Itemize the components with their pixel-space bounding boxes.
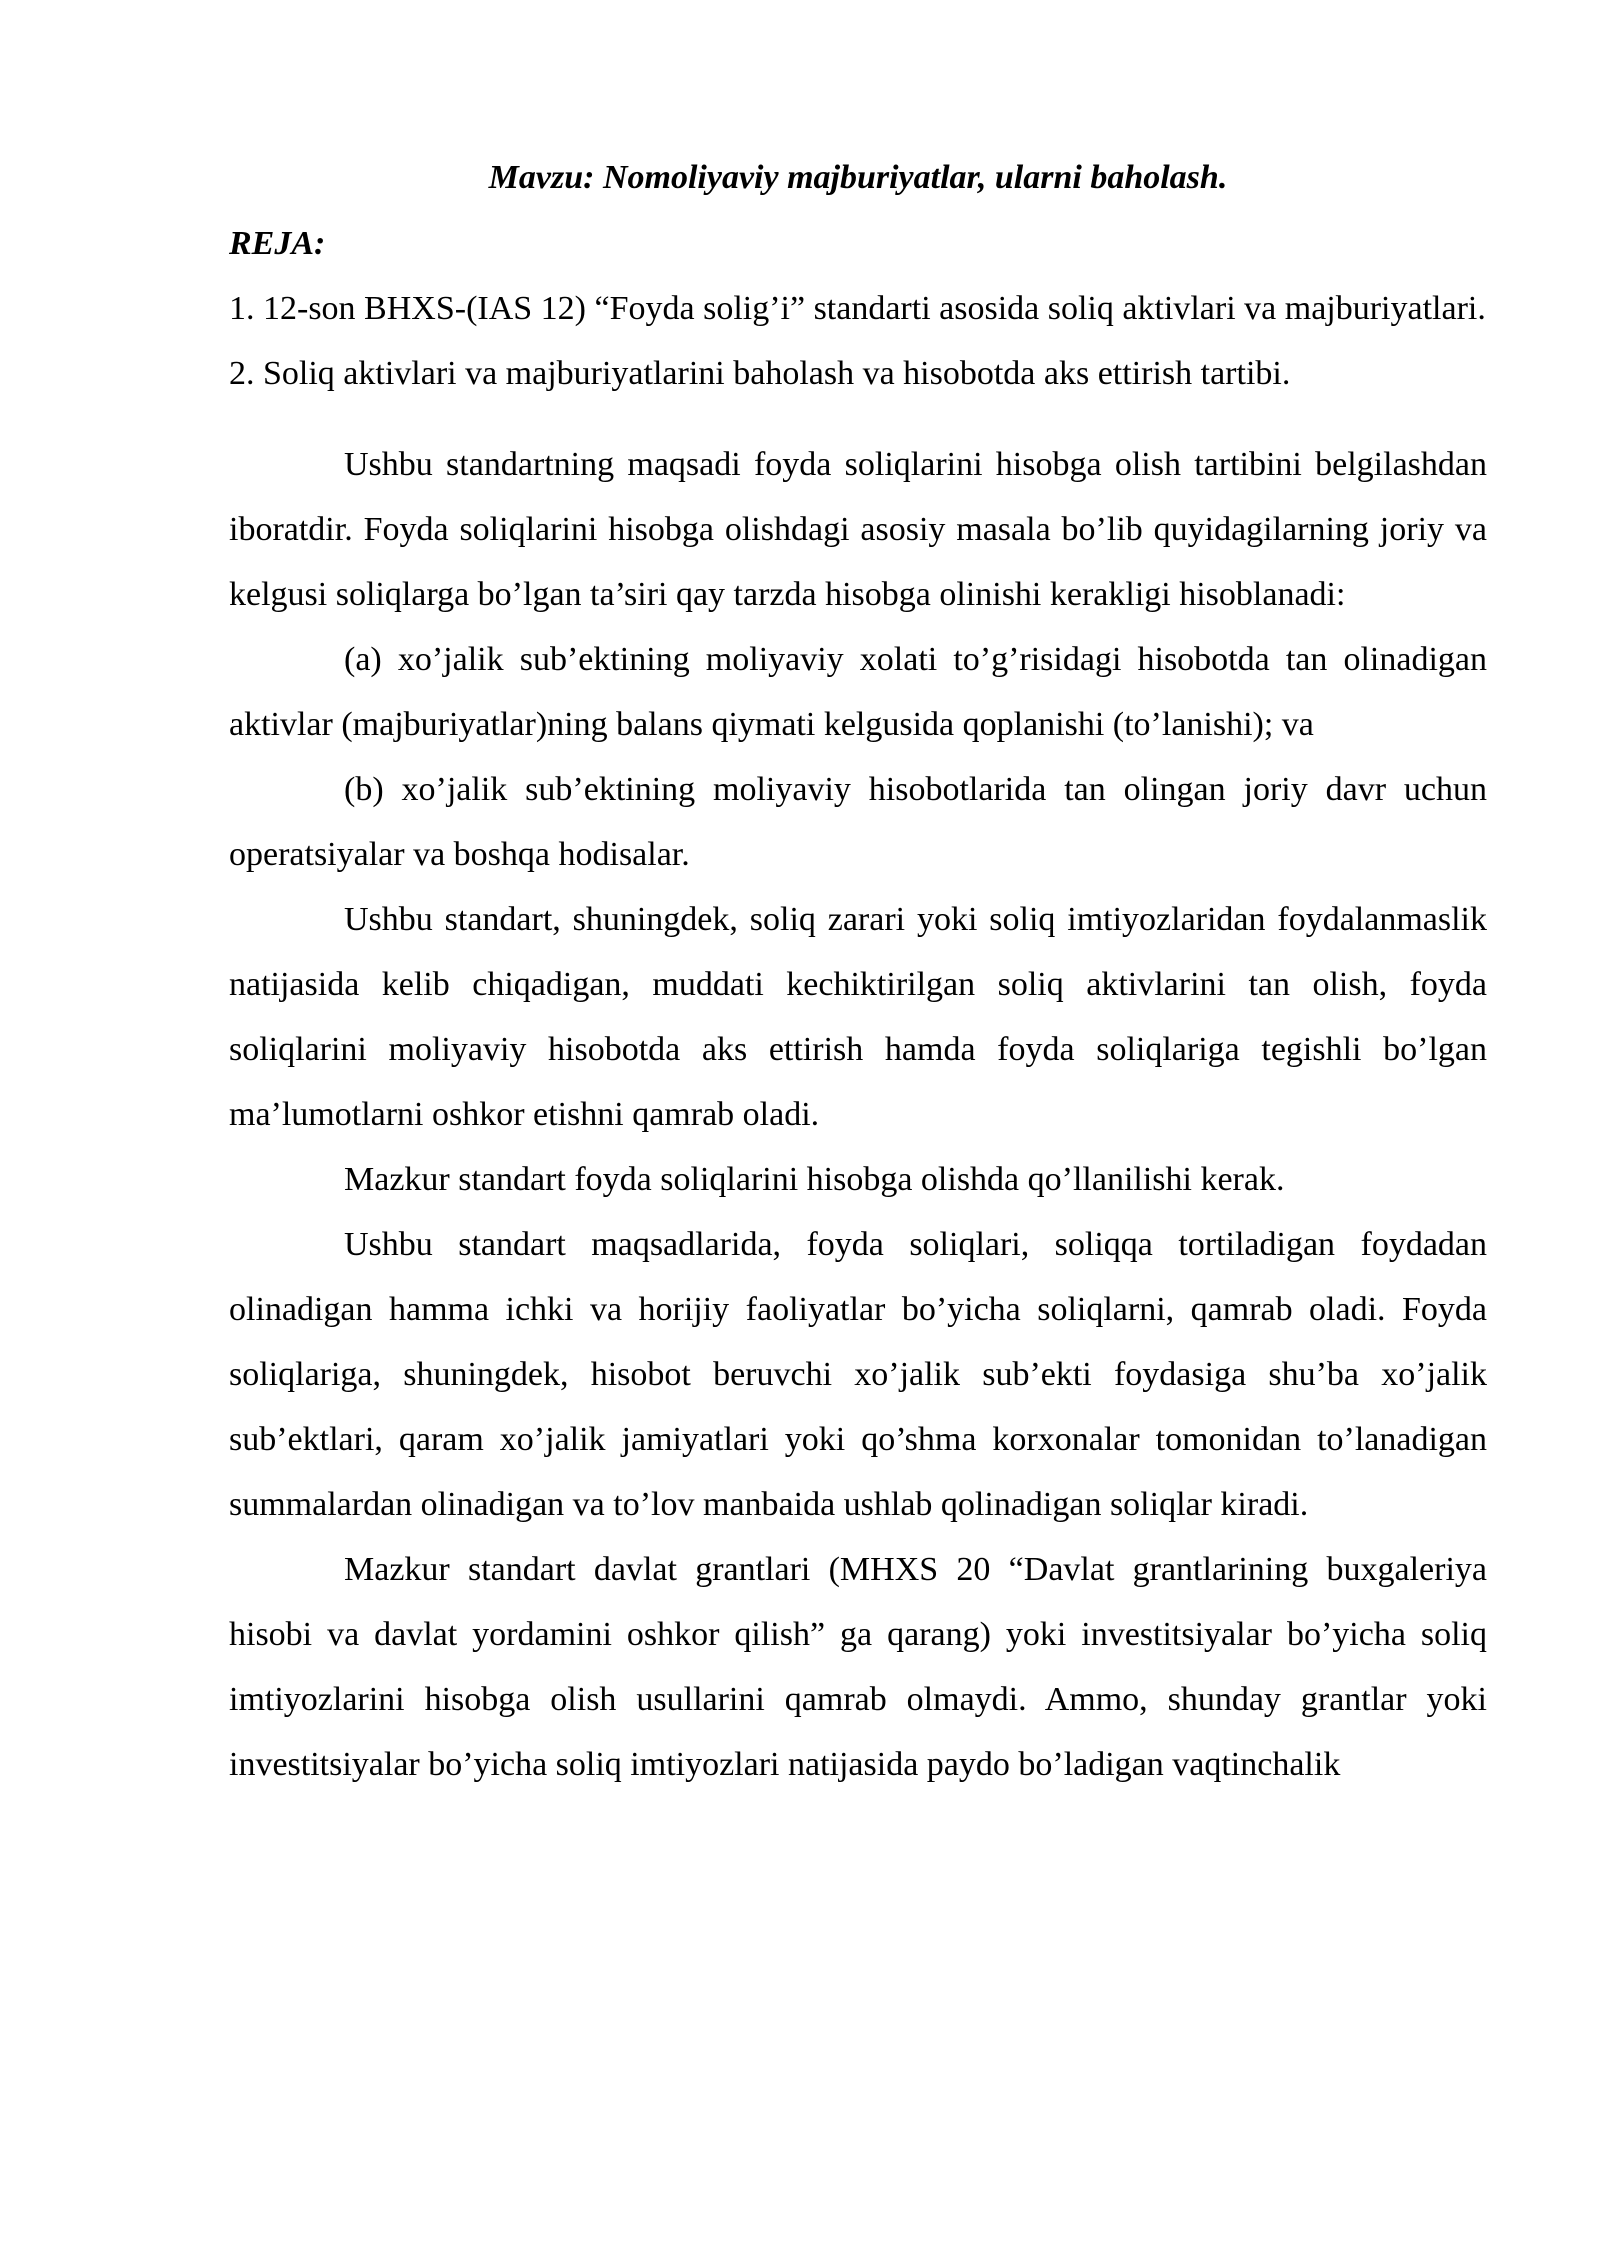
plan-item-1: 1. 12-son BHXS-(IAS 12) “Foyda solig’i” standarti asosida soliq aktivlari va majburiyatlari. <box>229 290 1486 327</box>
paragraph-purpose: Ushbu standartning maqsadi foyda soliqlarini hisobga olish tartibini belgilashdan iboratdir. Foyda soliqlarini hisobga olishdagi asosiy masala bo’lib quyidagilarning joriy va kelgusi soliqlarga bo’lgan ta’siri qay tarzda hisobga olinishi kerakligi hisoblanadi: <box>229 446 1487 613</box>
paragraph-scope: Ushbu standart, shuningdek, soliq zarari yoki soliq imtiyozlaridan foydalanmaslik natijasida kelib chiqadigan, muddati kechiktirilgan soliq aktivlarini tan olish, foyda soliqlarini moliyaviy hisobotda aks ettirish hamda foyda soliqlariga tegishli bo’lgan ma’lumotlarni oshkor etishni qamrab oladi. <box>229 901 1487 1133</box>
section-gap <box>229 406 1487 432</box>
document-title: Mavzu: Nomoliyaviy majburiyatlar, ularni baholash. <box>488 159 1228 196</box>
paragraph-application: Mazkur standart foyda soliqlarini hisobga olishda qo’llanilishi kerak. <box>344 1161 1285 1198</box>
paragraph-item-a: (a) xo’jalik sub’ektining moliyaviy xolati to’g’risidagi hisobotda tan olinadigan aktivlar (majburiyatlar)ning balans qiymati kelgusida qoplanishi (to’lanishi); va <box>229 641 1487 743</box>
plan-item-2: 2. Soliq aktivlari va majburiyatlarini baholash va hisobotda aks ettirish tartibi. <box>229 355 1291 392</box>
paragraph-exclusions: Mazkur standart davlat grantlari (MHXS 20 “Davlat grantlarining buxgaleriya hisobi va davlat yordamini oshkor qilish” ga qarang) yoki investitsiyalar bo’yicha soliq imtiyozlarini hisobga olish usullarini qamrab olmaydi. Ammo, shunday grantlar yoki investitsiyalar bo’yicha soliq imtiyozlari natijasida paydo bo’ladigan vaqtinchalik <box>229 1551 1487 1783</box>
paragraph-item-b: (b) xo’jalik sub’ektining moliyaviy hisobotlarida tan olingan joriy davr uchun operatsiyalar va boshqa hodisalar. <box>229 771 1487 873</box>
plan-heading: REJA: <box>229 225 326 262</box>
paragraph-definition: Ushbu standart maqsadlarida, foyda soliqlari, soliqqa tortiladigan foydadan olinadigan hamma ichki va horijiy faoliyatlar bo’yicha soliqlarni, qamrab oladi. Foyda soliqlariga, shuningdek, hisobot beruvchi xo’jalik sub’ekti foydasiga shu’ba xo’jalik sub’ektlari, qaram xo’jalik jamiyatlari yoki qo’shma korxonalar tomonidan to’lanadigan summalardan olinadigan va to’lov manbaida ushlab qolinadigan soliqlar kiradi. <box>229 1226 1487 1523</box>
document-body <box>229 148 1487 1797</box>
